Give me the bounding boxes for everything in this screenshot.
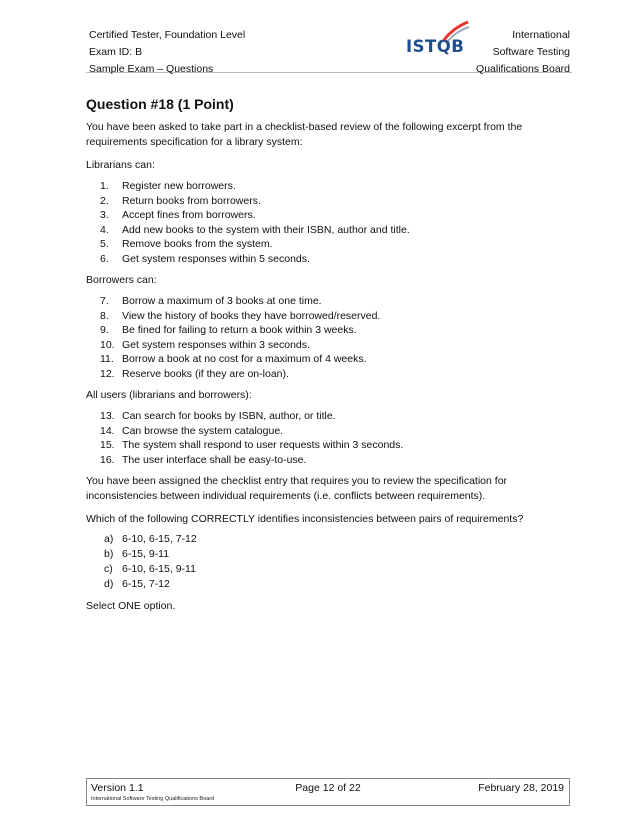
requirement-text: The user interface shall be easy-to-use. (122, 453, 307, 466)
requirement-item (86, 208, 566, 223)
footer-page-number: Page 12 of 22 (295, 782, 361, 794)
requirement-text: Borrow a maximum of 3 books at one time. (122, 295, 322, 307)
question-content (86, 95, 566, 614)
librarians-requirements-list (86, 179, 566, 266)
requirement-text: Accept fines from borrowers. (122, 209, 256, 221)
requirement-number: 8. (100, 309, 109, 322)
requirement-text: Add new books to the system with their ISBN, author and title. (122, 223, 410, 236)
borrowers-requirements-list (86, 294, 566, 381)
requirement-number: 5. (100, 238, 109, 250)
requirement-item (86, 424, 566, 439)
page-header (86, 20, 572, 73)
footer-date: February 28, 2019 (478, 782, 564, 794)
requirement-number: 15. (100, 439, 115, 451)
requirement-text: The system shall respond to user requests within 3 seconds. (122, 439, 404, 451)
requirement-number: 1. (100, 180, 109, 192)
page-footer (86, 778, 570, 806)
requirement-text: Return books from borrowers. (122, 194, 261, 207)
option-text: 6-10, 6-15, 9-11 (122, 563, 196, 575)
requirement-number: 6. (100, 252, 109, 265)
header-organization (476, 27, 570, 78)
option-text: 6-15, 9-11 (122, 548, 170, 560)
requirement-text: Remove books from the system. (122, 238, 273, 250)
requirement-item (86, 438, 566, 453)
footer-organization: International Software Testing Qualifications Board (91, 796, 215, 802)
requirement-item (86, 352, 566, 367)
answer-option[interactable] (86, 562, 566, 577)
borrowers-heading: Borrowers can: (86, 274, 157, 286)
requirement-item (86, 338, 566, 353)
option-letter: c) (104, 563, 113, 575)
requirement-text: Get system responses within 5 seconds. (122, 252, 310, 265)
requirement-item (86, 252, 566, 267)
header-document-info (89, 27, 245, 78)
requirement-text: Be fined for failing to return a book within 3 weeks. (122, 324, 357, 336)
header-org-line-1: International (512, 29, 570, 41)
all-users-heading: All users (librarians and borrowers): (86, 389, 252, 401)
requirement-item (86, 409, 566, 424)
header-org-line-3: Qualifications Board (476, 63, 570, 75)
requirement-text: Register new borrowers. (122, 180, 236, 192)
requirement-item (86, 179, 566, 194)
question-title: Question #18 (1 Point) (86, 96, 234, 112)
requirement-text: View the history of books they have borrowed/reserved. (122, 309, 381, 322)
option-text: 6-15, 7-12 (122, 578, 170, 590)
requirement-item (86, 367, 566, 382)
requirement-number: 11. (100, 353, 114, 365)
requirement-item (86, 453, 566, 468)
answer-options (86, 532, 566, 592)
requirement-item (86, 323, 566, 338)
requirement-number: 4. (100, 223, 109, 236)
requirement-number: 13. (100, 410, 115, 422)
option-letter: d) (104, 578, 114, 590)
answer-option[interactable] (86, 532, 566, 547)
option-text: 6-10, 6-15, 7-12 (122, 533, 197, 545)
answer-option[interactable] (86, 547, 566, 562)
requirement-text: Get system responses within 3 seconds. (122, 338, 310, 351)
assignment-text: You have been assigned the checklist entry that requires you to review the specification for inconsistencies between individual requirements (i.e. conflicts between requirements). (86, 475, 508, 502)
question-intro: You have been asked to take part in a checklist-based review of the following excerpt from the requirements specification for a library system: (86, 121, 523, 148)
requirement-text: Borrow a book at no cost for a maximum of 4 weeks. (122, 353, 367, 365)
option-letter: a) (104, 533, 114, 545)
logo-wordmark: ISTQB (406, 37, 465, 56)
all-users-requirements-list (86, 409, 566, 467)
requirement-number: 7. (100, 295, 109, 307)
requirement-number: 9. (100, 324, 109, 336)
requirement-number: 12. (100, 367, 115, 380)
option-letter: b) (104, 548, 114, 560)
requirement-text: Can search for books by ISBN, author, or title. (122, 410, 336, 422)
header-certification: Certified Tester, Foundation Level (89, 29, 246, 41)
select-instruction: Select ONE option. (86, 600, 176, 612)
requirement-item (86, 294, 566, 309)
requirement-text: Can browse the system catalogue. (122, 424, 284, 437)
requirement-text: Reserve books (if they are on-loan). (122, 367, 289, 380)
requirement-item (86, 309, 566, 324)
logo-swoosh-icon (442, 20, 470, 42)
requirement-number: 3. (100, 209, 109, 221)
header-doc-type: Sample Exam – Questions (89, 63, 214, 75)
requirement-number: 2. (100, 194, 109, 207)
footer-version: Version 1.1 (91, 782, 144, 794)
answer-option[interactable] (86, 577, 566, 592)
requirement-item (86, 223, 566, 238)
question-prompt: Which of the following CORRECTLY identifies inconsistencies between pairs of requirements? (86, 513, 524, 525)
requirement-number: 16. (100, 453, 115, 466)
requirement-item (86, 237, 566, 252)
header-org-line-2: Software Testing (492, 46, 570, 58)
requirement-number: 14. (100, 424, 115, 437)
requirement-item (86, 194, 566, 209)
librarians-heading: Librarians can: (86, 159, 155, 171)
requirement-number: 10. (100, 338, 115, 351)
header-exam-id: Exam ID: B (89, 46, 143, 58)
